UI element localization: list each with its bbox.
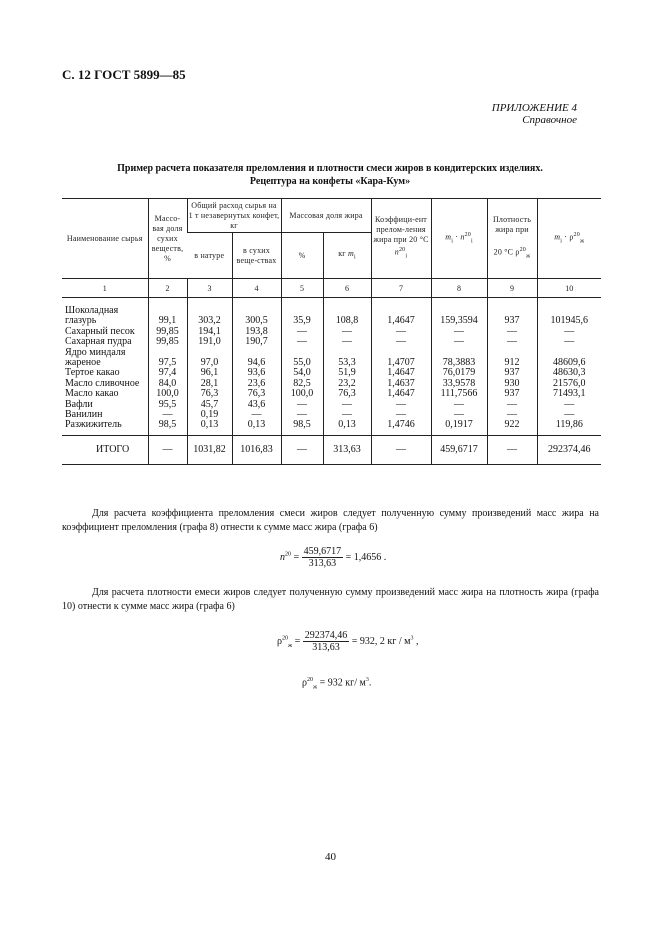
table-row (62, 337, 601, 347)
table-cell: 191,0 (187, 337, 232, 347)
table-cell: — (281, 337, 323, 347)
table-cell: 45,7 (187, 400, 232, 410)
eq3-lhs: ρ (302, 677, 307, 689)
title-line-1: Пример расчета показателя преломления и плотности смеси жиров в кондитерских изделиях. (117, 163, 543, 174)
table-cell: — (323, 410, 371, 420)
table-cell: Разжижитель (65, 419, 122, 431)
eq2-lhs-sup: 20 (282, 635, 288, 642)
table-cell: 84,0 (148, 379, 187, 389)
table-cell: Ядро миндаля жареное (65, 346, 126, 369)
appendix-subtitle: Справочное (522, 114, 577, 126)
header-product-refraction (431, 199, 487, 279)
column-number: 3 (187, 279, 232, 298)
table-cell: — (323, 337, 371, 347)
table-cell: 0,13 (232, 420, 281, 435)
table-cell: 23,2 (323, 379, 371, 389)
table-cell: — (232, 410, 281, 420)
appendix-label (492, 102, 577, 126)
table-cell: 76,3 (323, 389, 371, 399)
table-cell: 43,6 (232, 400, 281, 410)
table-cell: — (281, 410, 323, 420)
header-dry: Массо-вая доля сухих веществ, % (148, 199, 187, 279)
total-cell: — (371, 435, 431, 464)
table-cell: 1,4647 (371, 389, 431, 399)
paragraph-refraction: Для расчета коэффициента преломления смеси жиров следует полученную сумму произведений масс жира на коэффициент преломления (графа 8) отнести к сумме масс жира (графа 6) (62, 508, 599, 533)
header-density (487, 199, 537, 279)
eq2-lhs-sub: ж (288, 642, 293, 649)
eq3-end: . (368, 677, 372, 689)
table-row (62, 420, 601, 435)
table-cell: 193,8 (232, 327, 281, 337)
header-prod2-sub1: i (560, 238, 563, 245)
table-cell: Ванилин (65, 409, 103, 421)
column-number: 4 (232, 279, 281, 298)
table-cell: 1,4707 (371, 348, 431, 369)
table-cell: 93,6 (232, 368, 281, 378)
table-cell: — (281, 400, 323, 410)
header-refraction-sub: i (405, 253, 408, 260)
table-row (62, 368, 601, 378)
table-cell: 101945,6 (537, 298, 601, 327)
eq2-unit-sup: 3 (410, 635, 414, 642)
table-cell: 28,1 (187, 379, 232, 389)
eq1-result: = 1,4656 . (343, 551, 387, 563)
table-cell: 95,5 (148, 400, 187, 410)
total-cell: — (148, 435, 187, 464)
header-density-temp: 20 °С ρ (493, 248, 520, 258)
table-cell: — (371, 337, 431, 347)
table-cell: 0,19 (187, 410, 232, 420)
total-cell: 459,6717 (431, 435, 487, 464)
table-cell: — (487, 327, 537, 337)
table-cell: 98,5 (281, 420, 323, 435)
eq3-unit-sup: 3 (365, 677, 369, 683)
eq2-fraction (303, 630, 350, 653)
table-cell: 0,13 (323, 420, 371, 435)
table-cell: 99,85 (148, 327, 187, 337)
table-cell: 190,7 (232, 337, 281, 347)
total-cell: ИТОГО (62, 435, 148, 464)
table-cell: 94,6 (232, 348, 281, 369)
table-cell: 159,3594 (431, 298, 487, 327)
header-density-label: Плотность жира при (492, 215, 532, 235)
table-row (62, 410, 601, 420)
table-cell: 21576,0 (537, 379, 601, 389)
header-in-nature: в натуре (187, 233, 232, 279)
table-cell: 82,5 (281, 379, 323, 389)
table-cell: 35,9 (281, 298, 323, 327)
column-number: 9 (487, 279, 537, 298)
header-in-dry: в сухих веще-ствах (232, 233, 281, 279)
eq2-end: , (413, 635, 419, 647)
table-cell: — (323, 327, 371, 337)
eq2-result: = 932, 2 кг / м (349, 635, 411, 647)
paragraph-density: Для расчета плотности емеси жиров следует полученную сумму произведений масс жира на плотность жира (графа 10) отнести к сумме масс жира (графа 6) (62, 587, 599, 612)
total-cell: 292374,46 (537, 435, 601, 464)
table-row (62, 379, 601, 389)
table-cell: 303,2 (187, 298, 232, 327)
table-row (62, 298, 601, 327)
table-cell: 937 (487, 389, 537, 399)
table-row (62, 348, 601, 369)
table-cell: 937 (487, 368, 537, 378)
header-prod-var2: n (460, 233, 465, 243)
total-cell: 1031,82 (187, 435, 232, 464)
header-fat-kg-prefix: кг (338, 248, 346, 258)
document-title (60, 162, 600, 188)
table-cell: Тертое какао (65, 367, 120, 379)
table-cell: 99,85 (148, 337, 187, 347)
table-cell: — (431, 400, 487, 410)
table-cell: 76,3 (232, 389, 281, 399)
eq2-denominator: 313,63 (312, 642, 340, 653)
header-consumption: Общий расход сырья на 1 т незавернутых конфет, кг (187, 199, 281, 233)
header-fat-pct: % (281, 233, 323, 279)
eq3-lhs-sup: 20 (307, 677, 313, 683)
header-refraction-sup: 20 (398, 247, 406, 254)
table-cell: — (487, 410, 537, 420)
table-cell: — (148, 410, 187, 420)
table-cell: 1,4647 (371, 368, 431, 378)
total-cell: 313,63 (323, 435, 371, 464)
table-cell: — (537, 337, 601, 347)
column-number: 6 (323, 279, 371, 298)
table-cell: — (537, 410, 601, 420)
column-number: 1 (62, 279, 148, 298)
column-number: 10 (537, 279, 601, 298)
table-cell: — (431, 327, 487, 337)
header-refraction-var: n (394, 248, 399, 258)
table-row (62, 400, 601, 410)
column-number: 2 (148, 279, 187, 298)
eq3-result: = 932 кг/ м (317, 677, 366, 689)
header-fat: Массовая доля жира (281, 199, 371, 233)
header-prod2-dot: · ρ (562, 233, 574, 243)
table-cell: 97,5 (148, 348, 187, 369)
table-cell: 97,4 (148, 368, 187, 378)
eq2-lhs: ρ (277, 635, 282, 647)
table-cell: 1,4746 (371, 420, 431, 435)
header-prod-dot: · (453, 233, 461, 243)
eq2-equals: = (292, 635, 303, 647)
title-line-2: Рецептура на конфеты «Кара-Кум» (249, 176, 411, 187)
table-cell: — (371, 327, 431, 337)
table-cell: 53,3 (323, 348, 371, 369)
table-cell: — (371, 400, 431, 410)
total-cell: 1016,83 (232, 435, 281, 464)
table-cell: — (537, 400, 601, 410)
header-fat-kg (323, 233, 371, 279)
header-prod-sub1: i (451, 238, 454, 245)
eq2-numerator: 292374,46 (304, 630, 348, 641)
table-cell: 54,0 (281, 368, 323, 378)
table-cell: 1,4637 (371, 379, 431, 389)
table-cell: 99,1 (148, 298, 187, 327)
table-cell: 76,3 (187, 389, 232, 399)
equation-refraction (280, 546, 386, 569)
table-cell: 33,9578 (431, 379, 487, 389)
table-cell: 97,0 (187, 348, 232, 369)
table-cell: 194,1 (187, 327, 232, 337)
table-cell: 55,0 (281, 348, 323, 369)
table-cell: 48630,3 (537, 368, 601, 378)
table-row (62, 327, 601, 337)
column-number: 8 (431, 279, 487, 298)
equation-density (277, 630, 419, 653)
eq1-lhs: n (280, 551, 285, 563)
table-cell: — (323, 400, 371, 410)
table-cell: Сахарный песок (65, 325, 135, 337)
table-cell: Масло сливочное (65, 377, 140, 389)
eq1-numerator: 459,6717 (303, 546, 342, 557)
table-cell: — (371, 410, 431, 420)
header-prod2-sup2: 20 (573, 232, 580, 239)
table-cell: Сахарная пудра (65, 336, 132, 348)
header-prod2-sub2: ж (579, 238, 585, 245)
header-name: Наименование сырья (62, 199, 148, 279)
total-cell: — (281, 435, 323, 464)
header-prod-var1: m (445, 233, 452, 243)
total-row (62, 435, 601, 464)
table-row (62, 389, 601, 399)
page-header: С. 12 ГОСТ 5899—85 (62, 67, 186, 82)
column-number: 5 (281, 279, 323, 298)
total-cell: — (487, 435, 537, 464)
eq3-lhs-sub: ж (313, 684, 318, 691)
table-cell: — (537, 327, 601, 337)
table-cell: 119,86 (537, 420, 601, 435)
table-cell: 108,8 (323, 298, 371, 327)
table-cell: 1,4647 (371, 298, 431, 327)
table-cell: 71493,1 (537, 389, 601, 399)
table-cell: 96,1 (187, 368, 232, 378)
eq1-denominator: 313,63 (308, 558, 337, 569)
table-cell: 930 (487, 379, 537, 389)
table-cell: — (281, 327, 323, 337)
table-cell: — (487, 400, 537, 410)
table-cell: 300,5 (232, 298, 281, 327)
header-density-sub: ж (526, 253, 531, 260)
eq1-fraction (302, 546, 344, 569)
table-cell: 0,1917 (431, 420, 487, 435)
table-cell: 23,6 (232, 379, 281, 389)
table-cell: 937 (487, 298, 537, 327)
header-fat-kg-var: m (347, 248, 354, 258)
header-refraction (371, 199, 431, 279)
table-cell: 76,0179 (431, 368, 487, 378)
table-cell: Шоколадная глазурь (65, 305, 119, 327)
table-cell: 98,5 (148, 420, 187, 435)
table-cell: 912 (487, 348, 537, 369)
column-number: 7 (371, 279, 431, 298)
table-cell: 100,0 (281, 389, 323, 399)
eq1-lhs-sup: 20 (285, 551, 291, 558)
table-cell: — (431, 410, 487, 420)
header-product-density (537, 199, 601, 279)
table-cell: — (487, 337, 537, 347)
eq1-equals: = (291, 551, 302, 563)
table-cell: 0,13 (187, 420, 232, 435)
table-cell: 78,3883 (431, 348, 487, 369)
table-cell: Масло какао (65, 388, 119, 400)
recipe-table (62, 198, 601, 465)
table-cell: 100,0 (148, 389, 187, 399)
header-density-sup: 20 (519, 247, 526, 254)
table-cell: 51,9 (323, 368, 371, 378)
table-cell: 922 (487, 420, 537, 435)
page-number: 40 (325, 851, 336, 863)
table-cell: 111,7566 (431, 389, 487, 399)
header-prod-sub2: i (470, 238, 473, 245)
header-prod-sup2: 20 (464, 232, 471, 239)
table-cell: Вафли (65, 398, 93, 410)
appendix-title: ПРИЛОЖЕНИЕ 4 (491, 102, 577, 114)
table-cell: 48609,6 (537, 348, 601, 369)
header-refraction-label: Коэффици-ент прелом-ления жира при 20 °С (373, 215, 429, 245)
table-cell: — (431, 337, 487, 347)
header-fat-kg-sub: i (353, 254, 356, 261)
equation-density-result (302, 677, 371, 690)
header-prod2-var1: m (554, 233, 561, 243)
